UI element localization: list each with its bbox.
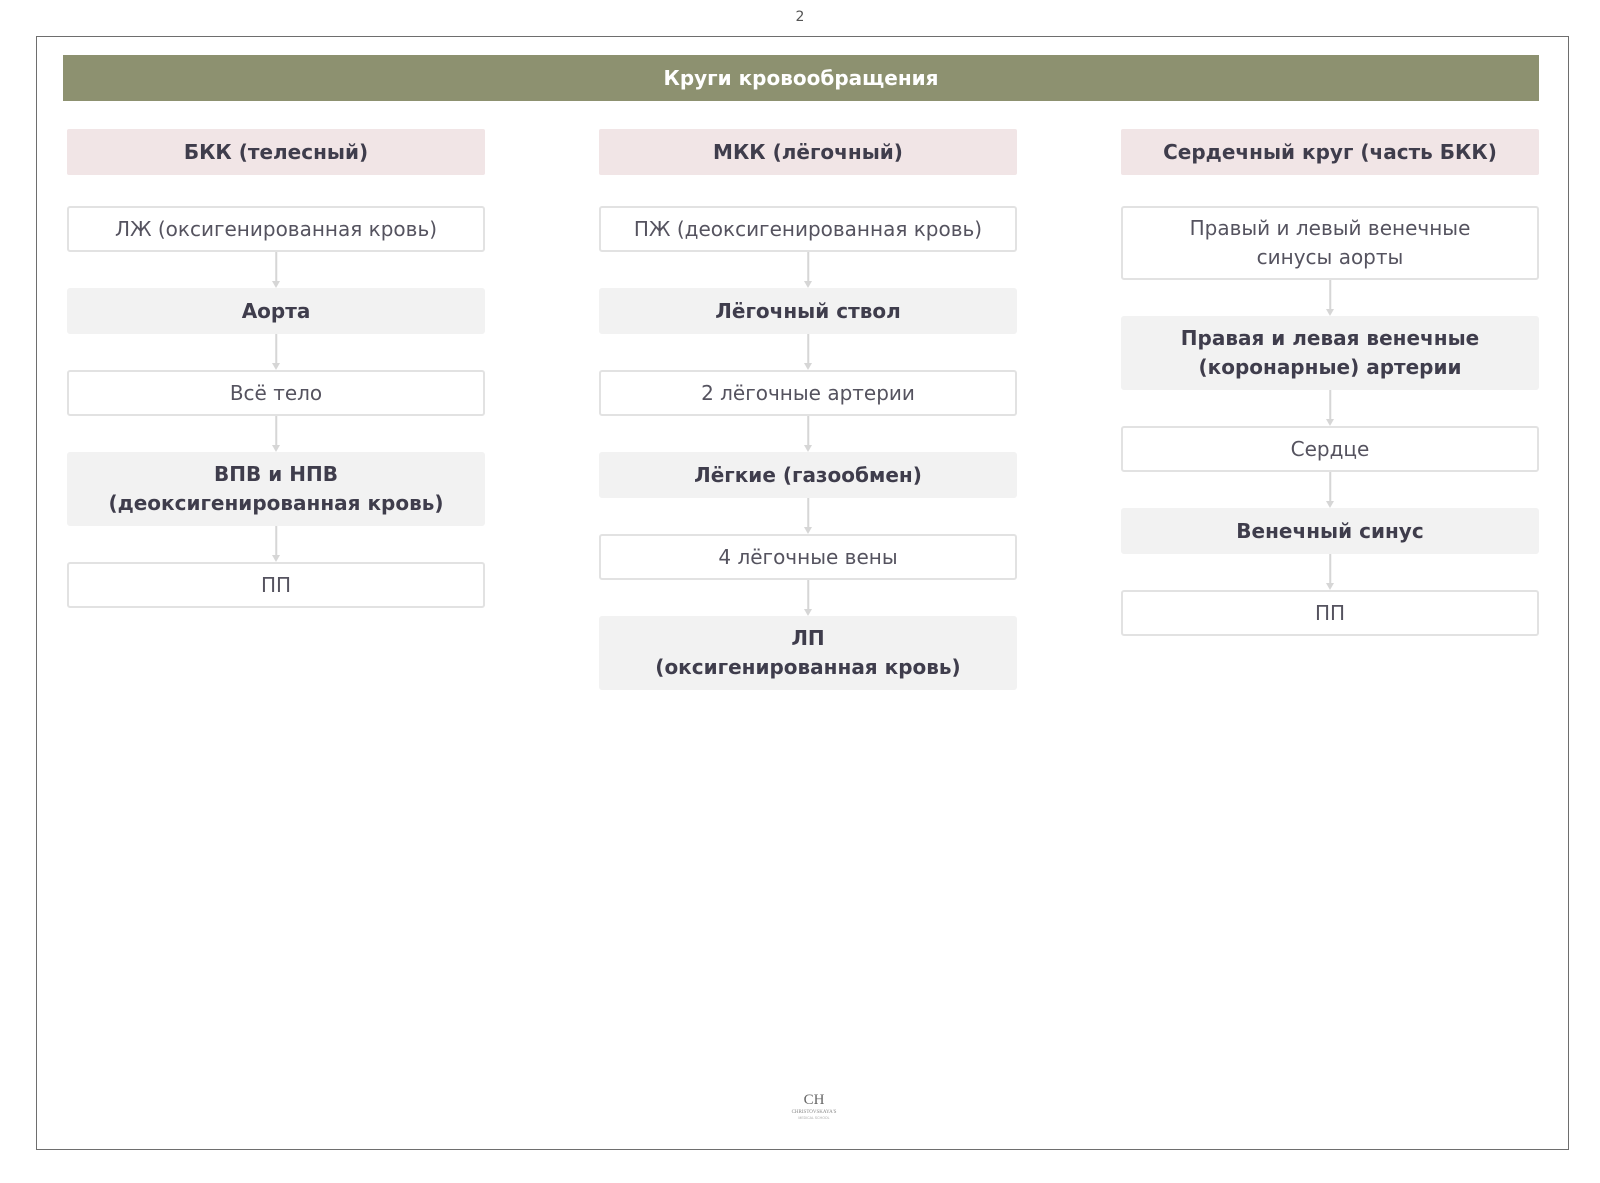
arrow-connector [599, 580, 1017, 616]
arrow-connector [599, 498, 1017, 534]
column-header: МКК (лёгочный) [599, 129, 1017, 175]
flow-node-label: ВПВ и НПВ (деоксигенированная кровь) [108, 462, 444, 515]
flow-node [599, 452, 1017, 498]
flow-node [599, 206, 1017, 252]
flow-node-label: ЛП (оксигенированная кровь) [655, 626, 961, 679]
flow-node [1121, 590, 1539, 636]
arrow-connector [67, 252, 485, 288]
arrow-connector [1121, 554, 1539, 590]
flow-node [1121, 316, 1539, 390]
page-number: 2 [795, 9, 805, 25]
flow-node-label: 2 лёгочные артерии [701, 380, 915, 405]
arrow-connector [1121, 390, 1539, 426]
arrow-connector [67, 526, 485, 562]
flow-node-label: Правая и левая венечные (коронарные) артерии [1180, 326, 1480, 379]
flow-chain [67, 206, 485, 608]
flow-node [1121, 508, 1539, 554]
arrow-connector [1121, 472, 1539, 508]
flow-node [67, 452, 485, 526]
column-bkk [67, 129, 485, 608]
arrow-connector [599, 334, 1017, 370]
flow-chain [599, 206, 1017, 690]
flow-node-label: ПП [1314, 600, 1346, 625]
flow-node [599, 370, 1017, 416]
flow-node-label: ПЖ (деоксигенированная кровь) [633, 216, 983, 241]
flow-node [67, 370, 485, 416]
flow-node-label: ПП [260, 572, 292, 597]
logo-line-2: MEDICAL SCHOOL [798, 1116, 830, 1120]
logo-line-1: CHRISTOVSKAYA'S [791, 1110, 837, 1115]
column-header: Сердечный круг (часть БКК) [1121, 129, 1539, 175]
flow-node-label: Лёгкие (газообмен) [694, 462, 922, 487]
flow-node-label: ЛЖ (оксигенированная кровь) [114, 216, 438, 241]
flow-node [1121, 206, 1539, 280]
flow-node [599, 534, 1017, 580]
flow-node [599, 616, 1017, 690]
diagram-title: Круги кровообращения [63, 55, 1539, 101]
flow-node [67, 562, 485, 608]
flow-node-label: Аорта [241, 298, 311, 323]
flow-node [1121, 426, 1539, 472]
flow-node-label: Лёгочный ствол [715, 298, 901, 323]
arrow-connector [1121, 280, 1539, 316]
arrow-connector [67, 416, 485, 452]
arrow-connector [599, 416, 1017, 452]
school-logo [786, 1088, 842, 1122]
flow-node-label: Правый и левый венечные синусы аорты [1189, 216, 1471, 269]
flow-node [599, 288, 1017, 334]
flow-node [67, 288, 485, 334]
flow-node-label: Сердце [1290, 436, 1370, 461]
flow-node-label: Венечный синус [1236, 518, 1424, 543]
flow-node [67, 206, 485, 252]
arrow-connector [599, 252, 1017, 288]
column-mkk [599, 129, 1017, 690]
flow-node-label: 4 лёгочные вены [718, 544, 898, 569]
flow-chain [1121, 206, 1539, 636]
flow-node-label: Всё тело [229, 380, 323, 405]
logo-monogram: CH [803, 1092, 825, 1108]
column-cardiac [1121, 129, 1539, 636]
column-header: БКК (телесный) [67, 129, 485, 175]
arrow-connector [67, 334, 485, 370]
